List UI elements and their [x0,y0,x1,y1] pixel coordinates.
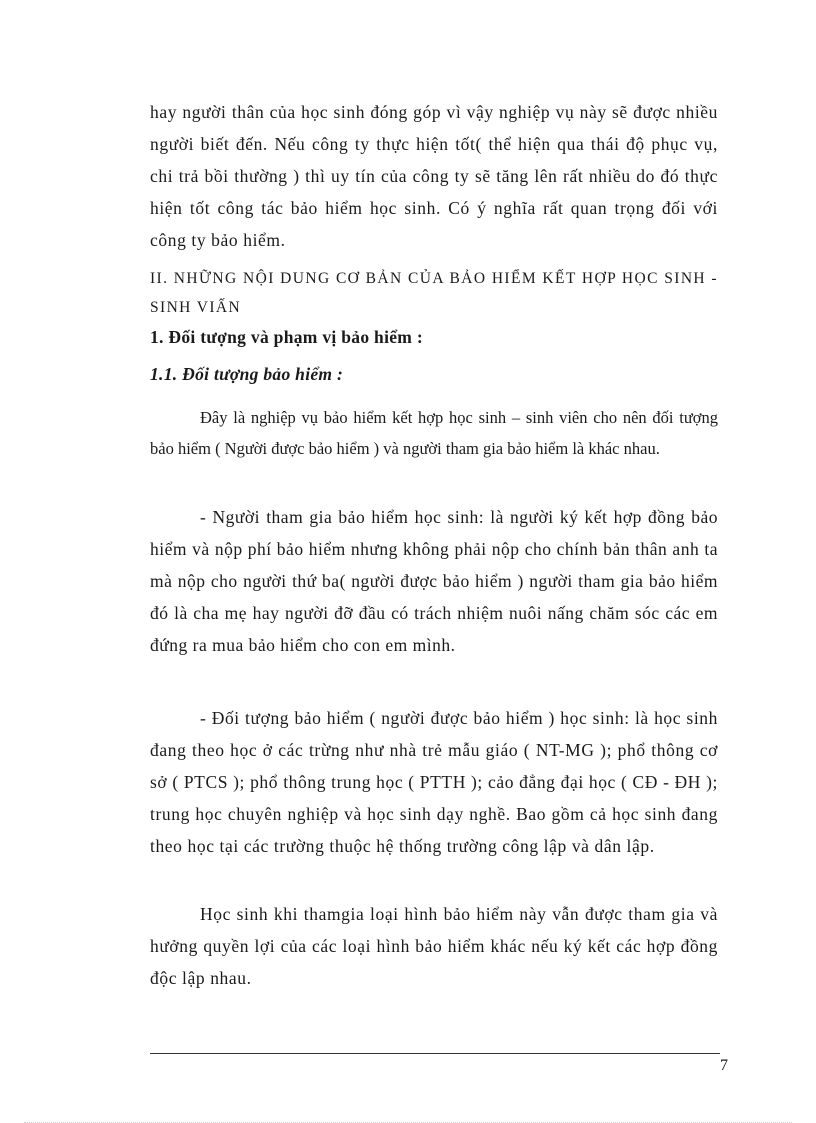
footer-divider [150,1053,720,1054]
body-paragraph: Đây là nghiệp vụ bảo hiểm kết hợp học sinh – sinh viên cho nên đối tượng bảo hiểm ( Người được bảo hiểm ) và người tham gia bảo hiểm là khác nhau. [150,408,718,458]
body-paragraph: - Đối tượng bảo hiểm ( người được bảo hiểm ) học sinh: là học sinh đang theo học ở các trừng như nhà trẻ mẫu giáo ( NT-MG ); phổ thông cơ sở ( PTCS ); phổ thông trung học ( PTTH ); cảo đẳng đại học ( CĐ - ĐH ); trung học chuyên nghiệp và học sinh dạy nghề. Bao gồm cả học sinh đang theo học tại các trường thuộc hệ thống trường công lập và dân lập. [150,708,718,856]
body-paragraph: - Người tham gia bảo hiểm học sinh: là người ký kết hợp đồng bảo hiểm và nộp phí bảo hiểm nhưng không phải nộp cho chính bản thân anh ta mà nộp cho người thứ ba( người được bảo hiểm ) người tham gia bảo hiểm đó là cha mẹ hay người đỡ đầu có trách nhiệm nuôi nấng chăm sóc các em đứng ra mua bảo hiểm cho con em mình. [150,507,718,655]
body-paragraph: Học sinh khi thamgia loại hình bảo hiểm này vẫn được tham gia và hưởng quyền lợi của các loại hình bảo hiểm khác nếu ký kết các hợp đồng độc lập nhau. [150,904,718,988]
subsection-heading: 1. Đối tượng và phạm vị bảo hiểm : [150,327,423,347]
page-number: 7 [720,1057,728,1074]
intro-paragraph: hay người thân của học sinh đóng góp vì vậy nghiệp vụ này sẽ được nhiều người biết đến. Nếu công ty thực hiện tốt( thể hiện qua thái độ phục vụ, chi trả bồi thường ) thì uy tín của công ty sẽ tăng lên rất nhiều do đó thực hiện tốt công tác bảo hiểm học sinh. Có ý nghĩa rất quan trọng đối với công ty bảo hiểm. [150,102,718,250]
section-heading: II. NHỮNG NỘI DUNG CƠ BẢN CỦA BẢO HIỂM KẾT HỢP HỌC SINH - SINH VIẤN [150,270,718,316]
subsubsection-heading: 1.1. Đối tượng bảo hiểm : [150,364,344,384]
